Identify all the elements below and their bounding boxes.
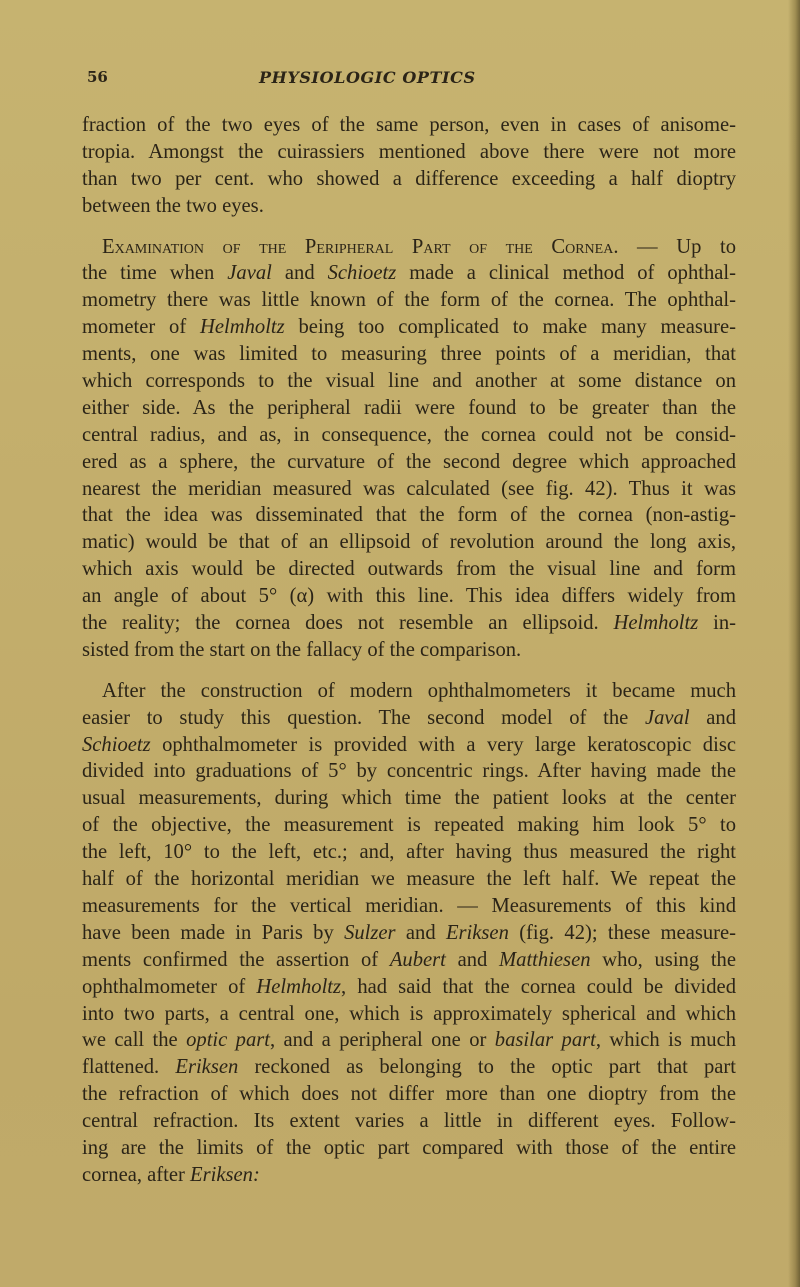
- italic-name: Helmholtz: [613, 612, 699, 635]
- text-line: an angle of about 5° (α) with this line. This idea differs widely from: [82, 585, 736, 608]
- text-line: Schioetz ophthalmometer is provided with a very large keratoscopic disc: [82, 733, 736, 756]
- text-line: ing are the limits of the optic part compared with those of the entire: [82, 1136, 736, 1159]
- text-line: we call the optic part, and a peripheral one or basilar part, which is much: [82, 1029, 737, 1052]
- text-line: flattened. Eriksen reckoned as belonging to the optic part that part: [82, 1056, 736, 1079]
- text-line: half of the horizontal meridian we measure the left half. We repeat the: [82, 868, 736, 891]
- paragraph-gap: [82, 220, 736, 234]
- text-line: central refraction. Its extent varies a little in different eyes. Follow-: [82, 1110, 736, 1133]
- text-line: central radius, and as, in consequence, the cornea could not be consid-: [82, 423, 736, 446]
- body-text: [82, 112, 736, 1189]
- text-line: ered as a sphere, the curvature of the second degree which approached: [82, 450, 736, 473]
- text-line: measurements for the vertical meridian. — Measurements of this kind: [82, 894, 736, 917]
- text-line: have been made in Paris by Sulzer and Eriksen (fig. 42); these measure-: [82, 921, 736, 944]
- page-edge-shadow: [788, 0, 800, 1287]
- text-line: nearest the meridian measured was calculated (see fig. 42). Thus it was: [82, 477, 736, 500]
- italic-name: basilar part: [494, 1029, 596, 1052]
- paragraph-p3: [82, 678, 736, 1189]
- text-line: into two parts, a central one, which is approximately spherical and which: [82, 1002, 736, 1025]
- text-line: ments, one was limited to measuring three points of a meridian, that: [82, 343, 736, 366]
- text-line: either side. As the peripheral radii were found to be greater than the: [82, 396, 736, 419]
- text-line: the time when Javal and Schioetz made a clinical method of ophthal-: [82, 262, 736, 285]
- italic-name: Eriksen: [175, 1056, 239, 1079]
- text-line: easier to study this question. The second model of the Javal and: [82, 706, 736, 729]
- italic-name: Aubert: [389, 948, 446, 971]
- text-line: the reality; the cornea does not resemble an ellipsoid. Helmholtz in-: [82, 612, 736, 635]
- text-line: the left, 10° to the left, etc.; and, after having thus measured the right: [82, 841, 736, 864]
- text-line: sisted from the start on the fallacy of the comparison.: [82, 638, 522, 661]
- text-line: ophthalmometer of Helmholtz, had said that the cornea could be divided: [82, 975, 736, 998]
- text-line: which corresponds to the visual line and another at some distance on: [82, 370, 736, 393]
- running-title: PHYSIOLOGIC OPTICS: [259, 68, 476, 87]
- text-line: After the construction of modern ophthalmometers it became much: [102, 679, 736, 702]
- paragraph-gap: [82, 664, 736, 678]
- italic-name: Helmholtz: [256, 975, 342, 998]
- text-line: which axis would be directed outwards from the visual line and form: [82, 558, 736, 581]
- italic-name: Schioetz: [327, 262, 397, 285]
- text-line: matic) would be that of an ellipsoid of revolution around the long axis,: [82, 531, 736, 554]
- italic-name: Helmholtz: [200, 316, 285, 339]
- section-heading-line: Examination of the Peripheral Part of the Cornea. — Up to: [102, 235, 736, 258]
- text-line: between the two eyes.: [82, 194, 264, 217]
- text-line: tropia. Amongst the cuirassiers mentioned above there were not more: [82, 140, 736, 163]
- italic-name: Javal: [227, 262, 272, 285]
- text-line: mometry there was little known of the form of the cornea. The ophthal-: [82, 289, 736, 312]
- italic-name: Matthiesen: [499, 948, 591, 971]
- section-heading: Examination of the Peripheral Part of the Cornea.: [102, 235, 619, 258]
- italic-name: Javal: [644, 706, 690, 729]
- text-line: than two per cent. who showed a difference exceeding a half dioptry: [82, 167, 736, 190]
- italic-name: Schioetz: [82, 733, 151, 756]
- italic-name: optic part: [186, 1029, 270, 1052]
- text-line: ments confirmed the assertion of Aubert and Matthiesen who, using the: [82, 948, 736, 971]
- paragraph-p2: [82, 234, 736, 664]
- text-line: of the objective, the measurement is repeated making him look 5° to: [82, 814, 736, 837]
- text-line: the refraction of which does not differ more than one dioptry from the: [82, 1083, 736, 1106]
- italic-name: Eriksen: [445, 921, 509, 944]
- paragraph-p1: [82, 112, 736, 220]
- text-line: fraction of the two eyes of the same person, even in cases of anisome-: [82, 114, 736, 136]
- page-number: 56: [87, 68, 108, 86]
- text-line: that the idea was disseminated that the form of the cornea (non-astig-: [82, 504, 736, 527]
- text-line: divided into graduations of 5° by concentric rings. After having made the: [82, 760, 736, 783]
- italic-name: Eriksen:: [190, 1163, 260, 1186]
- text-line: usual measurements, during which time the patient looks at the center: [82, 787, 736, 810]
- running-head: [87, 68, 727, 92]
- italic-name: Sulzer: [344, 921, 396, 944]
- text-line: cornea, after Eriksen:: [82, 1163, 260, 1186]
- text-line: mometer of Helmholtz being too complicated to make many measure-: [82, 316, 737, 339]
